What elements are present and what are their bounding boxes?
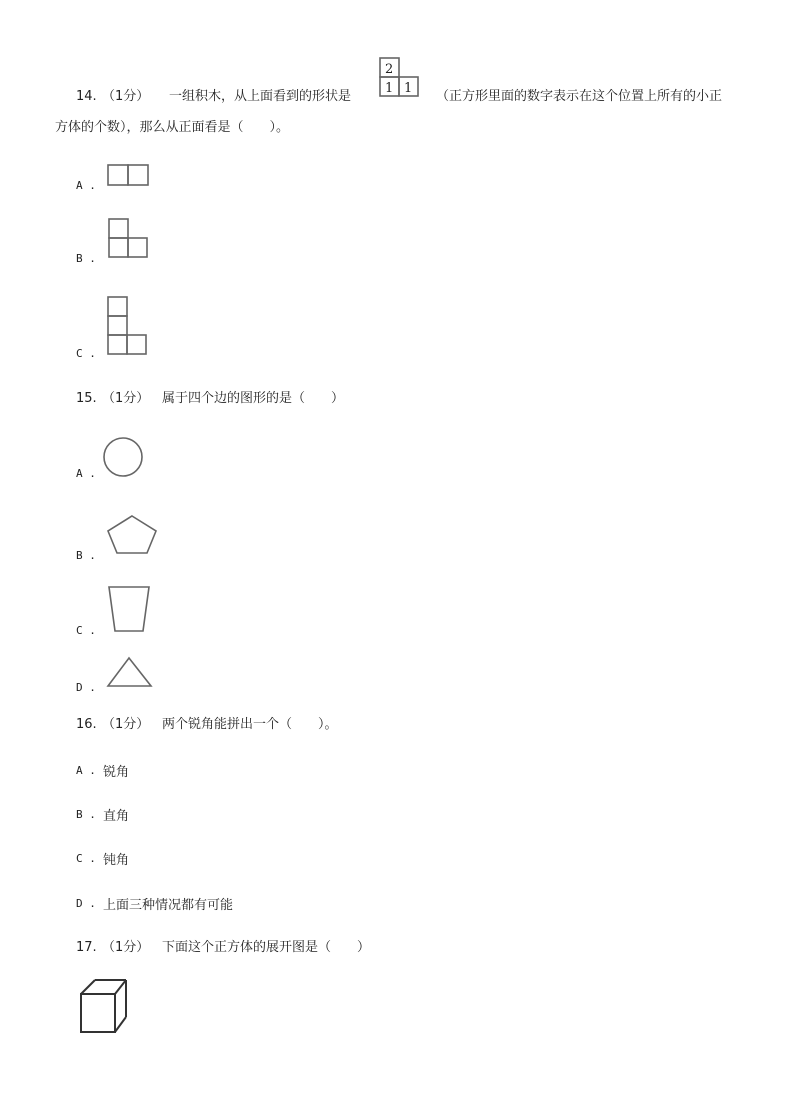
triangle-shape: [106, 656, 156, 690]
question-number: 15.: [76, 391, 97, 406]
trapezoid-shape: [106, 584, 154, 634]
question-text: 方体的个数），那么从正面看是（ ）。: [55, 120, 290, 135]
question-score: （1分）: [102, 89, 150, 104]
question-number: 16.: [76, 717, 97, 732]
option-c-letter[interactable]: C .: [76, 624, 96, 637]
pentagon-shape: [106, 514, 160, 556]
cube-figure: [79, 978, 129, 1036]
cell-digit: 1: [404, 81, 413, 96]
question-number: 17.: [76, 940, 97, 955]
cell-digit: 1: [385, 81, 394, 96]
question-text: 一组积木，从上面看到的形状是: [169, 89, 352, 104]
option-a-letter[interactable]: A .: [76, 467, 96, 480]
option-b-letter[interactable]: B .: [76, 252, 96, 265]
question-number: 14.: [76, 89, 97, 104]
question-text: （正方形里面的数字表示在这个位置上所有的小正: [436, 89, 723, 104]
option-b-letter[interactable]: B .: [76, 549, 96, 562]
circle-shape: [103, 437, 145, 479]
cell-digit: 2: [385, 62, 394, 77]
option-d-letter[interactable]: D .: [76, 681, 96, 694]
option-a-letter[interactable]: A .: [76, 179, 96, 192]
option-d-text[interactable]: 上面三种情况都有可能: [103, 898, 234, 913]
option-c-letter[interactable]: C .: [76, 852, 96, 865]
option-b-figure: [108, 218, 152, 262]
question-text: 下面这个正方体的展开图是（ ）: [162, 940, 371, 955]
option-a-figure: [107, 164, 151, 188]
option-c-text[interactable]: 钝角: [103, 853, 130, 868]
question-score: （1分）: [102, 391, 150, 406]
option-a-text[interactable]: 锐角: [103, 765, 130, 780]
option-b-text[interactable]: 直角: [103, 809, 130, 824]
option-c-figure: [107, 296, 151, 358]
option-c-letter[interactable]: C .: [76, 347, 96, 360]
question-text: 属于四个边的图形的是（ ）: [162, 391, 345, 406]
top-view-figure: [379, 57, 421, 99]
question-score: （1分）: [102, 717, 150, 732]
question-score: （1分）: [102, 940, 150, 955]
option-a-letter[interactable]: A .: [76, 764, 96, 777]
option-b-letter[interactable]: B .: [76, 808, 96, 821]
option-d-letter[interactable]: D .: [76, 897, 96, 910]
question-text: 两个锐角能拼出一个（ ）。: [162, 717, 338, 732]
